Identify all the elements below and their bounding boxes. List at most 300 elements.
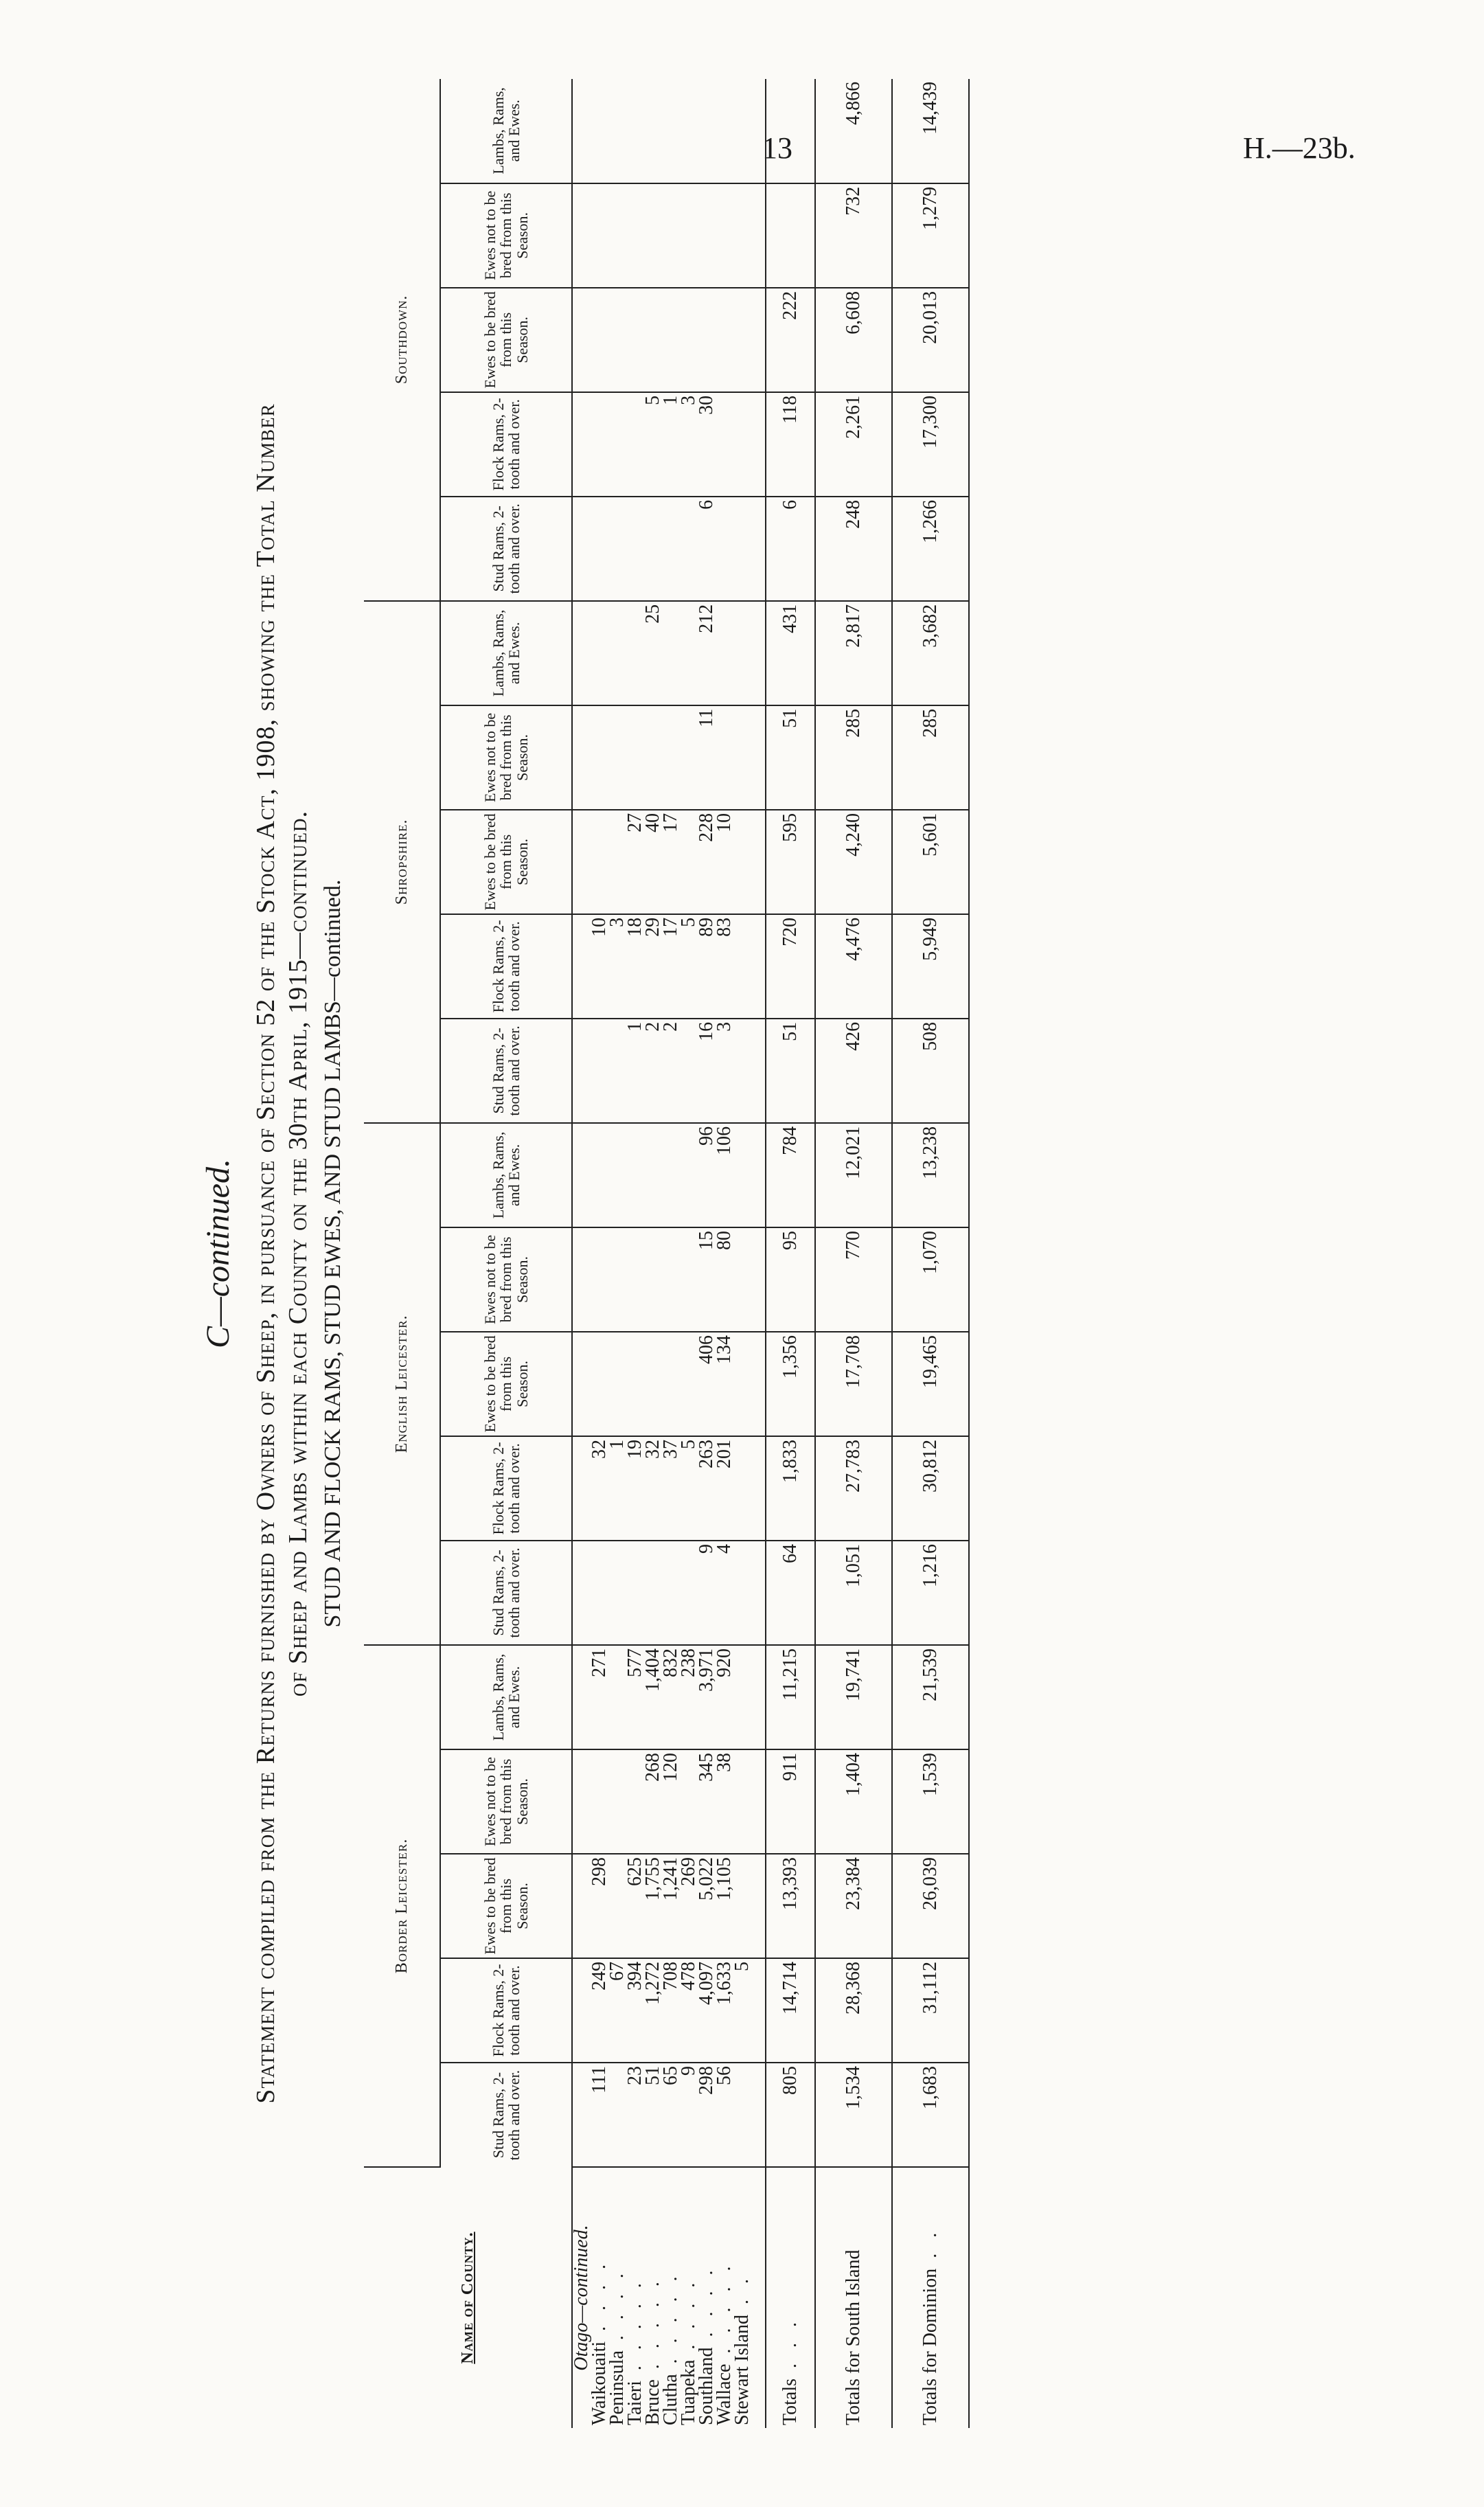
value-cell: 15 — [698, 1227, 716, 1332]
breed-group-header-row — [364, 79, 440, 2428]
value-cell — [572, 1019, 591, 1123]
value-cell — [751, 1332, 766, 1436]
value-cell — [662, 497, 680, 601]
value-cell: 1 — [662, 392, 680, 497]
column-header: Stud Rams, 2-tooth and over. — [440, 497, 572, 601]
value-cell: 345 — [698, 1749, 716, 1854]
value-cell: 625 — [626, 1854, 644, 1958]
value-cell — [644, 1123, 662, 1227]
value-cell: 13,393 — [766, 1854, 815, 1958]
value-cell — [733, 1227, 751, 1332]
totals-row — [892, 79, 969, 2428]
leader-dots: . . . . . — [624, 2278, 646, 2381]
value-cell — [662, 1541, 680, 1645]
value-cell: 426 — [815, 1019, 892, 1123]
county-name: Stewart Island — [731, 2315, 753, 2425]
value-cell — [751, 288, 766, 392]
value-cell: 2 — [644, 1019, 662, 1123]
value-cell: 238 — [680, 1645, 698, 1749]
value-cell: 1,266 — [892, 497, 969, 601]
value-cell: 4,097 — [698, 1958, 716, 2063]
value-cell — [608, 601, 626, 705]
leader-dots: . . . . — [696, 2265, 717, 2348]
value-cell: 577 — [626, 1645, 644, 1749]
value-cell: 6 — [698, 497, 716, 601]
value-cell — [716, 79, 733, 183]
leader-dots: . . — [731, 2273, 753, 2315]
value-cell: 431 — [766, 601, 815, 705]
value-cell — [662, 705, 680, 810]
value-cell — [751, 497, 766, 601]
value-cell — [733, 1436, 751, 1541]
county-name: Bruce — [642, 2379, 663, 2425]
value-cell — [591, 288, 608, 392]
value-cell — [608, 705, 626, 810]
value-cell — [751, 183, 766, 288]
value-cell: 25 — [644, 601, 662, 705]
value-cell — [572, 288, 591, 392]
value-cell: 805 — [766, 2063, 815, 2167]
value-cell: 920 — [716, 1645, 733, 1749]
value-cell: 32 — [644, 1436, 662, 1541]
value-cell: 271 — [591, 1645, 608, 1749]
value-cell: 285 — [815, 705, 892, 810]
value-cell: 5,949 — [892, 914, 969, 1019]
value-cell: 268 — [644, 1749, 662, 1854]
statement-heading — [199, 79, 357, 2428]
value-cell: 3 — [608, 914, 626, 1019]
value-cell: 1,272 — [644, 1958, 662, 2063]
value-cell — [626, 1332, 644, 1436]
value-cell: 67 — [608, 1958, 626, 2063]
value-cell — [733, 497, 751, 601]
county-name: Totals for Dominion — [920, 2268, 941, 2425]
value-cell — [662, 288, 680, 392]
value-cell: 3,971 — [698, 1645, 716, 1749]
value-cell — [591, 1123, 608, 1227]
column-header: Stud Rams, 2-tooth and over. — [440, 2063, 572, 2167]
value-cell: 5,601 — [892, 810, 969, 914]
column-header: Ewes to be bred from this Season. — [440, 1332, 572, 1436]
value-cell: 478 — [680, 1958, 698, 2063]
value-cell: 4,866 — [815, 79, 892, 183]
leader-dots: . . . . . — [714, 2260, 735, 2364]
value-cell: 263 — [698, 1436, 716, 1541]
value-cell: 212 — [698, 601, 716, 705]
county-name-cell — [751, 2167, 766, 2428]
statement-subheading: STUD AND FLOCK RAMS, STUD EWES, AND STUD LAMBS—continued. — [320, 879, 345, 1628]
value-cell — [680, 1541, 698, 1645]
value-cell — [591, 1332, 608, 1436]
value-cell: 17 — [662, 810, 680, 914]
value-cell: 37 — [662, 1436, 680, 1541]
value-cell: 32 — [591, 1436, 608, 1541]
value-cell — [751, 392, 766, 497]
value-cell: 28,368 — [815, 1958, 892, 2063]
column-header: Stud Rams, 2-tooth and over. — [440, 1019, 572, 1123]
value-cell — [608, 1227, 626, 1332]
value-cell: 19,465 — [892, 1332, 969, 1436]
value-cell — [751, 914, 766, 1019]
value-cell — [572, 1123, 591, 1227]
value-cell — [626, 1227, 644, 1332]
column-header: Flock Rams, 2-tooth and over. — [440, 392, 572, 497]
value-cell — [716, 601, 733, 705]
value-cell: 118 — [766, 392, 815, 497]
value-cell — [644, 288, 662, 392]
table-row — [733, 79, 751, 2428]
value-cell — [591, 79, 608, 183]
value-cell — [698, 183, 716, 288]
column-header: Ewes to be bred from this Season. — [440, 288, 572, 392]
value-cell: 595 — [766, 810, 815, 914]
value-cell: 3 — [680, 392, 698, 497]
column-header: Flock Rams, 2-tooth and over. — [440, 1958, 572, 2063]
value-cell: 40 — [644, 810, 662, 914]
value-cell — [572, 914, 591, 1019]
leader-dots: . . . . . — [642, 2276, 663, 2380]
county-name: Totals for South Island — [843, 2249, 864, 2425]
value-cell: 96 — [698, 1123, 716, 1227]
value-cell: 406 — [698, 1332, 716, 1436]
value-cell — [662, 1227, 680, 1332]
value-cell — [608, 1332, 626, 1436]
value-cell: 19,741 — [815, 1645, 892, 1749]
column-header: Lambs, Rams, and Ewes. — [440, 1123, 572, 1227]
section-row — [572, 79, 591, 2428]
value-cell — [572, 810, 591, 914]
value-cell: 23,384 — [815, 1854, 892, 1958]
value-cell: 1,539 — [892, 1749, 969, 1854]
rotated-table-region — [199, 79, 999, 2428]
column-header: Ewes to be bred from this Season. — [440, 1854, 572, 1958]
table-row — [716, 79, 733, 2428]
value-cell — [591, 392, 608, 497]
value-cell: 5 — [733, 1958, 751, 2063]
leader-dots: . . — [920, 2227, 941, 2269]
value-cell — [626, 392, 644, 497]
value-cell: 298 — [591, 1854, 608, 1958]
value-cell — [751, 601, 766, 705]
value-cell: 13,238 — [892, 1123, 969, 1227]
value-cell — [572, 2063, 591, 2167]
value-cell: 1,404 — [815, 1749, 892, 1854]
value-cell — [572, 601, 591, 705]
value-cell: 106 — [716, 1123, 733, 1227]
value-cell: 23 — [626, 2063, 644, 2167]
leader-dots: . . . — [779, 2316, 801, 2379]
value-cell — [591, 810, 608, 914]
column-header: Lambs, Rams, and Ewes. — [440, 79, 572, 183]
page-number: 13 — [762, 131, 792, 165]
value-cell — [572, 79, 591, 183]
value-cell — [680, 79, 698, 183]
value-cell — [680, 183, 698, 288]
value-cell: 17,300 — [892, 392, 969, 497]
value-cell: 10 — [716, 810, 733, 914]
value-cell: 64 — [766, 1541, 815, 1645]
value-cell: 770 — [815, 1227, 892, 1332]
value-cell — [733, 1332, 751, 1436]
value-cell — [733, 1645, 751, 1749]
value-cell — [680, 497, 698, 601]
county-name: Southland — [696, 2347, 717, 2425]
value-cell — [572, 497, 591, 601]
value-cell: 2,817 — [815, 601, 892, 705]
value-cell — [733, 1123, 751, 1227]
value-cell: 708 — [662, 1958, 680, 2063]
column-header: Ewes to be bred from this Season. — [440, 810, 572, 914]
value-cell — [572, 1749, 591, 1854]
value-cell — [591, 497, 608, 601]
value-cell: 17,708 — [815, 1332, 892, 1436]
column-header: Lambs, Rams, and Ewes. — [440, 1645, 572, 1749]
value-cell: 29 — [644, 914, 662, 1019]
value-cell: 19 — [626, 1436, 644, 1541]
value-cell — [733, 601, 751, 705]
leader-dots: . . . . — [589, 2258, 610, 2341]
value-cell — [733, 2063, 751, 2167]
value-cell: 1,216 — [892, 1541, 969, 1645]
value-cell: 1,070 — [892, 1227, 969, 1332]
value-cell: 1 — [626, 1019, 644, 1123]
value-cell: 732 — [815, 183, 892, 288]
value-cell — [733, 1019, 751, 1123]
table-row — [591, 79, 608, 2428]
document-reference: H.—23b. — [1243, 131, 1356, 165]
value-cell — [591, 1749, 608, 1854]
value-cell — [751, 1541, 766, 1645]
value-cell — [662, 183, 680, 288]
section-label: Otago—continued. — [571, 2225, 592, 2371]
value-cell: 1 — [608, 1436, 626, 1541]
continued-subtitle: C—continued. — [200, 1159, 236, 1348]
value-cell — [733, 288, 751, 392]
value-cell: 4,240 — [815, 810, 892, 914]
value-cell: 5 — [644, 392, 662, 497]
value-cell: 6,608 — [815, 288, 892, 392]
statement-title-line-2: of Sheep and Lambs within each County on the 30th April, 1915—continued. — [284, 810, 312, 1697]
value-cell — [626, 288, 644, 392]
value-cell: 394 — [626, 1958, 644, 2063]
column-header-row — [440, 79, 572, 2428]
value-cell: 120 — [662, 1749, 680, 1854]
column-header: Ewes not to be bred from this Season. — [440, 1749, 572, 1854]
value-cell: 3,682 — [892, 601, 969, 705]
value-cell: 27 — [626, 810, 644, 914]
value-cell: 11,215 — [766, 1645, 815, 1749]
value-cell: 6 — [766, 497, 815, 601]
value-cell — [662, 1123, 680, 1227]
value-cell — [572, 1227, 591, 1332]
value-cell — [572, 1332, 591, 1436]
value-cell: 1,356 — [766, 1332, 815, 1436]
value-cell — [591, 1019, 608, 1123]
spacer-row — [751, 79, 766, 2428]
value-cell: 285 — [892, 705, 969, 810]
value-cell — [644, 497, 662, 601]
value-cell — [716, 183, 733, 288]
value-cell — [644, 79, 662, 183]
value-cell — [572, 705, 591, 810]
value-cell — [608, 392, 626, 497]
leader-dots: . . . . — [678, 2277, 699, 2360]
value-cell: 228 — [698, 810, 716, 914]
value-cell: 95 — [766, 1227, 815, 1332]
value-cell — [572, 1958, 591, 2063]
value-cell — [591, 1227, 608, 1332]
value-cell: 508 — [892, 1019, 969, 1123]
value-cell: 3 — [716, 1019, 733, 1123]
value-cell: 51 — [644, 2063, 662, 2167]
value-cell — [608, 183, 626, 288]
value-cell: 11 — [698, 705, 716, 810]
value-cell — [644, 1541, 662, 1645]
value-cell — [572, 1436, 591, 1541]
value-cell: 222 — [766, 288, 815, 392]
value-cell: 134 — [716, 1332, 733, 1436]
value-cell — [766, 183, 815, 288]
value-cell — [698, 288, 716, 392]
value-cell: 9 — [698, 1541, 716, 1645]
value-cell: 1,633 — [716, 1958, 733, 2063]
column-header: Ewes not to be bred from this Season. — [440, 1227, 572, 1332]
value-cell — [608, 1123, 626, 1227]
value-cell — [608, 1541, 626, 1645]
value-cell — [733, 79, 751, 183]
value-cell: 249 — [591, 1958, 608, 2063]
leader-dots: . . . . — [606, 2268, 628, 2351]
value-cell: 5,022 — [698, 1854, 716, 1958]
value-cell: 14,439 — [892, 79, 969, 183]
statement-title-line-1: Statement compiled from the Returns furnished by Owners of Sheep, in pursuance of Section 52 of the Stock Act, 1908, showing the Total Number — [251, 403, 280, 2104]
value-cell: 4 — [716, 1541, 733, 1645]
county-name: Waikouaiti — [589, 2341, 610, 2425]
value-cell — [751, 1227, 766, 1332]
value-cell: 12,021 — [815, 1123, 892, 1227]
value-cell: 89 — [698, 914, 716, 1019]
value-cell: 20,013 — [892, 288, 969, 392]
value-cell — [644, 705, 662, 810]
value-cell: 16 — [698, 1019, 716, 1123]
value-cell: 51 — [766, 705, 815, 810]
value-cell — [698, 79, 716, 183]
column-header: Ewes not to be bred from this Season. — [440, 705, 572, 810]
value-cell — [572, 392, 591, 497]
totals-row — [815, 79, 892, 2428]
value-cell — [733, 705, 751, 810]
value-cell — [733, 914, 751, 1019]
value-cell: 720 — [766, 914, 815, 1019]
value-cell — [662, 1332, 680, 1436]
value-cell — [716, 705, 733, 810]
value-cell — [733, 1854, 751, 1958]
value-cell — [751, 810, 766, 914]
value-cell — [644, 183, 662, 288]
value-cell — [751, 1436, 766, 1541]
value-cell — [733, 1749, 751, 1854]
county-name: Totals — [779, 2378, 801, 2425]
value-cell: 17 — [662, 914, 680, 1019]
value-cell — [751, 79, 766, 183]
county-name-cell — [892, 2167, 969, 2428]
value-cell — [662, 79, 680, 183]
value-cell: 65 — [662, 2063, 680, 2167]
value-cell — [608, 1019, 626, 1123]
county-name: Taieri — [624, 2381, 646, 2425]
value-cell: 1,534 — [815, 2063, 892, 2167]
value-cell — [626, 1541, 644, 1645]
value-cell: 56 — [716, 2063, 733, 2167]
value-cell: 5 — [680, 914, 698, 1019]
value-cell — [626, 497, 644, 601]
value-cell — [716, 497, 733, 601]
value-cell: 14,714 — [766, 1958, 815, 2063]
value-cell — [626, 1123, 644, 1227]
value-cell: 111 — [591, 2063, 608, 2167]
value-cell — [608, 1749, 626, 1854]
county-name: Clutha — [660, 2374, 681, 2425]
value-cell: 18 — [626, 914, 644, 1019]
value-cell — [751, 1123, 766, 1227]
value-cell — [591, 705, 608, 810]
value-cell: 5 — [680, 1436, 698, 1541]
column-header: Flock Rams, 2-tooth and over. — [440, 914, 572, 1019]
county-name: Wallace — [714, 2363, 735, 2425]
value-cell — [733, 810, 751, 914]
value-cell: 83 — [716, 914, 733, 1019]
column-header: Lambs, Rams, and Ewes. — [440, 601, 572, 705]
value-cell — [591, 601, 608, 705]
value-cell — [626, 79, 644, 183]
value-cell — [751, 1958, 766, 2063]
value-cell: 1,404 — [644, 1645, 662, 1749]
value-cell — [626, 705, 644, 810]
value-cell: 26,039 — [892, 1854, 969, 1958]
breed-group-header: Southdown. — [364, 79, 440, 601]
value-cell — [751, 2063, 766, 2167]
value-cell: 1,755 — [644, 1854, 662, 1958]
breed-group-header: English Leicester. — [364, 1123, 440, 1645]
value-cell: 38 — [716, 1749, 733, 1854]
column-header: Stud Rams, 2-tooth and over. — [440, 1541, 572, 1645]
value-cell: 1,833 — [766, 1436, 815, 1541]
value-cell: 1,279 — [892, 183, 969, 288]
value-cell — [716, 288, 733, 392]
value-cell — [591, 1541, 608, 1645]
value-cell — [766, 79, 815, 183]
value-cell: 784 — [766, 1123, 815, 1227]
value-cell: 2 — [662, 1019, 680, 1123]
value-cell — [751, 1749, 766, 1854]
value-cell — [572, 1541, 591, 1645]
column-header: Flock Rams, 2-tooth and over. — [440, 1436, 572, 1541]
value-cell: 269 — [680, 1854, 698, 1958]
totals-row — [766, 79, 815, 2428]
value-cell: 80 — [716, 1227, 733, 1332]
value-cell — [644, 1227, 662, 1332]
county-name: Tuapeka — [678, 2359, 699, 2425]
value-cell: 27,783 — [815, 1436, 892, 1541]
value-cell: 51 — [766, 1019, 815, 1123]
column-header: Ewes not to be bred from this Season. — [440, 183, 572, 288]
county-name: Peninsula — [606, 2350, 628, 2425]
value-cell: 832 — [662, 1645, 680, 1749]
value-cell — [572, 183, 591, 288]
value-cell: 30,812 — [892, 1436, 969, 1541]
value-cell — [626, 183, 644, 288]
value-cell — [733, 1541, 751, 1645]
